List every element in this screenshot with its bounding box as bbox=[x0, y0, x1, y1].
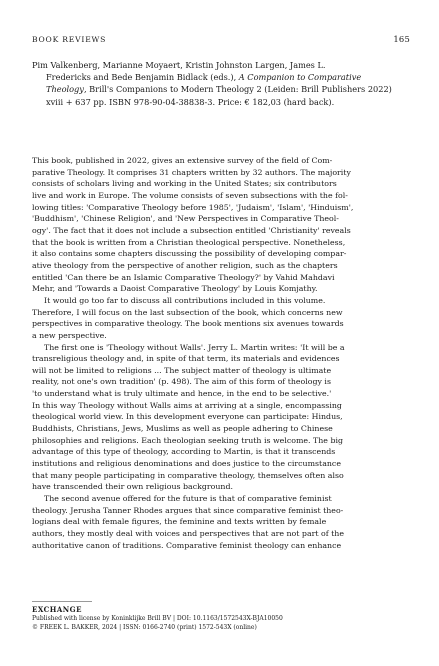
citation-details: xviii + 637 pp. ISBN 978-90-04-38838-3. Price: € 182,03 (hard back). bbox=[46, 96, 335, 107]
body-line: that many people participating in comparative theology, themselves often also bbox=[32, 470, 344, 480]
citation-authors: Pim Valkenberg, Marianne Moyaert, Kristin Johnston Largen, James L. bbox=[32, 60, 326, 70]
body-line: Therefore, I will focus on the last subsection of the book, which concerns new bbox=[32, 307, 343, 317]
body-line: perspectives in comparative theology. The book mentions six avenues towards bbox=[32, 319, 344, 329]
section-label: BOOK REVIEWS bbox=[32, 35, 107, 44]
body-line: entitled 'Can there be an Islamic Comparative Theology?' by Vahid Mahdavi bbox=[32, 272, 335, 282]
citation-title-part-2: Theology bbox=[46, 84, 84, 95]
body-line: authoritative canon of traditions. Comparative feminist theology can enhance bbox=[32, 540, 342, 550]
body-line: parative Theology. It comprises 31 chapters written by 32 authors. The majority bbox=[32, 167, 351, 177]
body-line: advantage of this type of theology, according to Martin, is that it transcends bbox=[32, 447, 336, 457]
running-header bbox=[32, 34, 410, 44]
body-line: theological world view. In this development everyone can participate: Hindus, bbox=[32, 412, 343, 422]
license-line: Published with license by Koninklijke Brill BV | DOI: 10.1163/1572543X-BJA10050 bbox=[32, 615, 283, 623]
body-line: have transcended their own religious background. bbox=[32, 482, 233, 492]
citation-line-3 bbox=[32, 83, 406, 95]
body-line: The second avenue offered for the future is that of comparative feminist bbox=[44, 494, 332, 504]
body-line: transreligious theology and, in spite of that term, its materials and evidences bbox=[32, 354, 340, 364]
citation-title-part-1: A Companion to Comparative bbox=[238, 72, 362, 83]
body-line: ogy'. The fact that it does not include a subsection entitled 'Christianity' reveals bbox=[32, 225, 351, 235]
body-line: logians deal with female figures, the feminine and texts written by female bbox=[32, 517, 327, 527]
body-line: ative theology from the perspective of another religion, such as the chapters bbox=[32, 260, 338, 270]
body-line: institutions and religious denominations and does justice to the circumstance bbox=[32, 459, 341, 469]
book-citation bbox=[32, 59, 406, 108]
body-line: 'to understand what is truly ultimate and hence, in the end to be selective.' bbox=[32, 389, 332, 399]
journal-name: EXCHANGE bbox=[32, 605, 82, 614]
footer-rule bbox=[32, 601, 92, 602]
body-line: authors, they mostly deal with voices and perspectives that are not part of the bbox=[32, 529, 344, 538]
page-number: 165 bbox=[393, 34, 410, 44]
body-line: This book, published in 2022, gives an extensive survey of the field of Com- bbox=[32, 156, 333, 165]
copyright-line: © FREEK L. BAKKER, 2024 | ISSN: 0166-2740 (print) 1572-543X (online) bbox=[32, 624, 257, 632]
page-footer bbox=[32, 605, 412, 633]
body-line: 'Buddhism', 'Chinese Religion', and 'New Perspectives in Comparative Theol- bbox=[32, 214, 339, 224]
body-line: it also contains some chapters discussing the possibility of developing compar- bbox=[32, 249, 347, 259]
body-line: lowing titles: 'Comparative Theology before 1985', 'Judaism', 'Islam', 'Hinduism', bbox=[32, 202, 354, 212]
citation-editors: Fredericks and Bede Benjamin Bidlack (eds.), bbox=[46, 72, 237, 83]
citation-line-2 bbox=[32, 71, 406, 83]
review-body bbox=[32, 155, 407, 551]
body-line: will not be limited to religions ... The subject matter of theology is ultimate bbox=[32, 365, 332, 375]
body-line: In this way Theology without Walls aims at arriving at a single, encompassing bbox=[32, 400, 342, 410]
body-line: Mehr, and 'Towards a Daoist Comparative Theology' by Louis Komjathy. bbox=[32, 284, 318, 294]
body-line: The first one is 'Theology without Walls'. Jerry L. Martin writes: 'It will be a bbox=[44, 342, 345, 352]
body-line: consists of scholars living and working in the United States; six contributors bbox=[32, 179, 337, 189]
body-line: that the book is written from a Christian theological perspective. Nonetheless, bbox=[32, 237, 346, 247]
body-line: Buddhists, Christians, Jews, Muslims as well as people adhering to Chinese bbox=[32, 424, 333, 434]
body-line: a new perspective. bbox=[32, 330, 107, 340]
body-line: It would go too far to discuss all contributions included in this volume. bbox=[44, 295, 326, 305]
body-line: live and work in Europe. The volume consists of seven subsections with the fol- bbox=[32, 190, 348, 200]
body-line: theology. Jerusha Tanner Rhodes argues that since comparative feminist theo- bbox=[32, 505, 344, 515]
body-line: reality, not one's own tradition' (p. 498). The aim of this form of theology is bbox=[32, 377, 331, 387]
body-line: philosophies and religions. Each theologian seeking truth is welcome. The big bbox=[32, 435, 343, 445]
citation-series: , Brill's Companions to Modern Theology 2 (Leiden: Brill Publishers 2022) bbox=[83, 84, 392, 95]
